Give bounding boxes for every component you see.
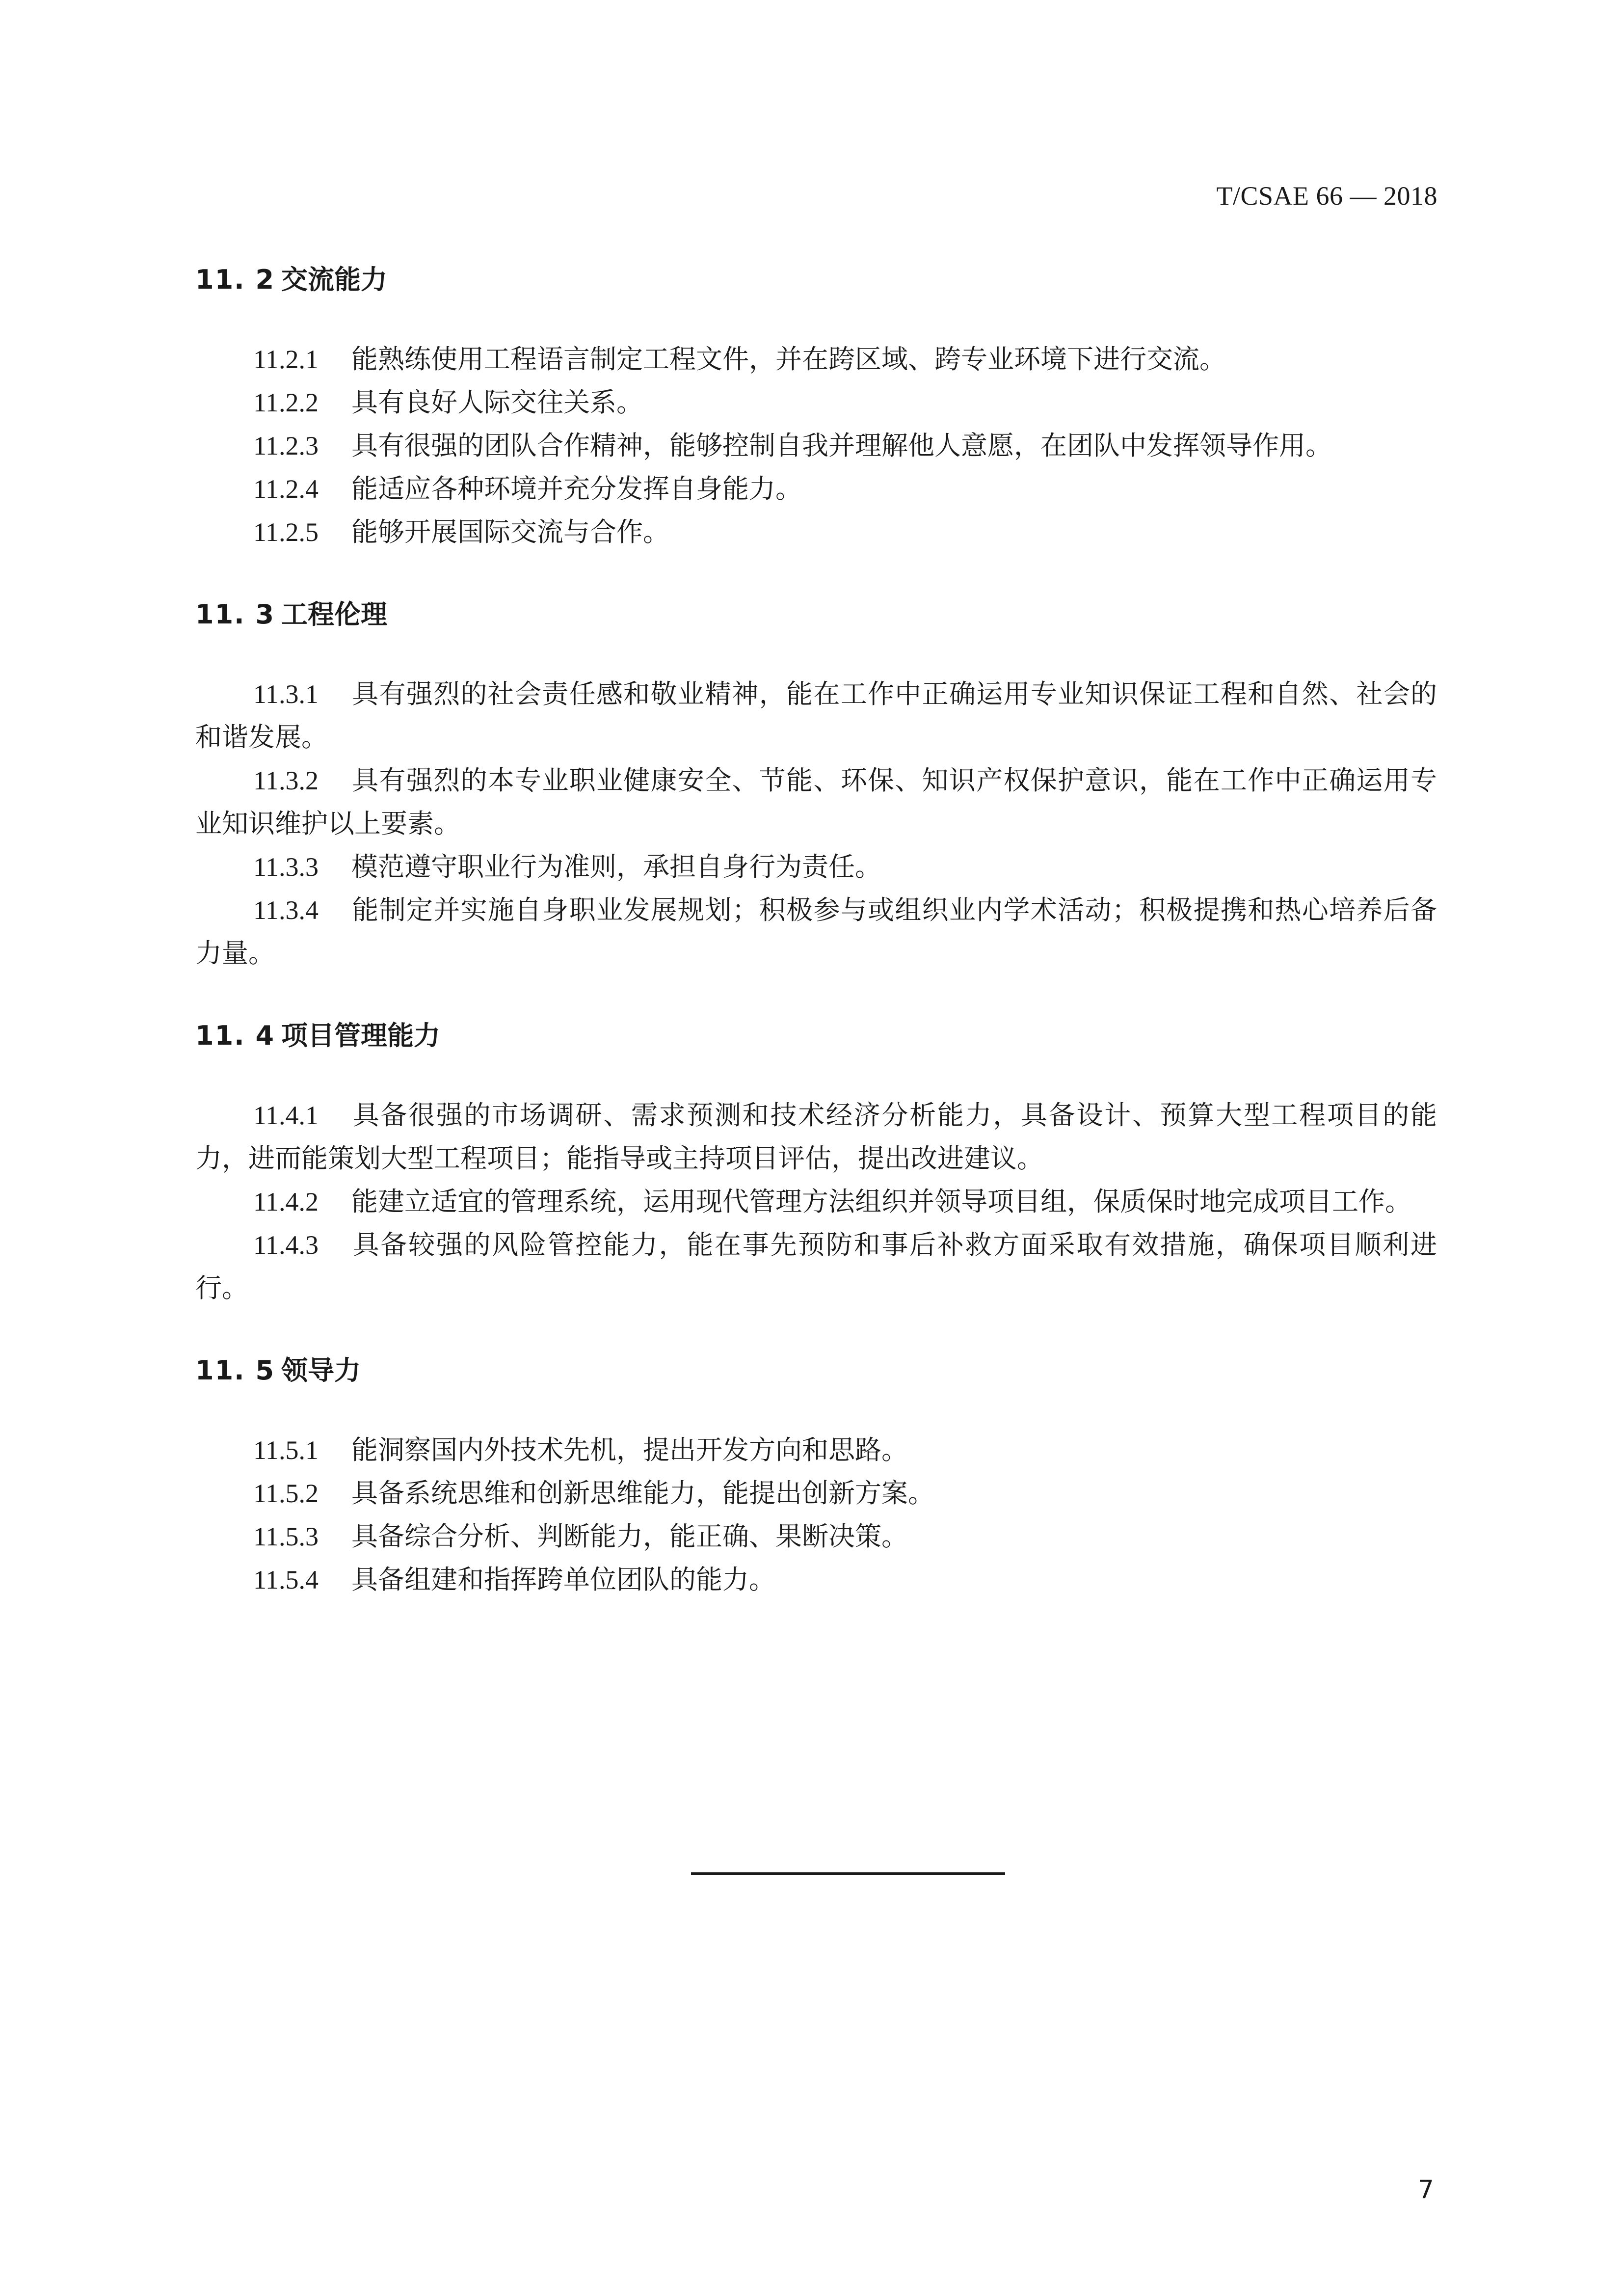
clause-text: 具备组建和指挥跨单位团队的能力。: [351, 1564, 775, 1595]
standard-code: T/CSAE 66 — 2018: [1216, 181, 1437, 211]
clause: [195, 424, 1437, 467]
end-of-document-rule: [691, 1872, 1005, 1875]
clause-number: 11.5.1: [253, 1435, 319, 1465]
clause: [195, 381, 1437, 424]
clause-number: 11.4.1: [253, 1101, 319, 1130]
section-communication: [195, 260, 1437, 554]
document-body: [195, 260, 1437, 1601]
clause-number: 11.3.2: [253, 766, 319, 795]
section-heading: [195, 1351, 1437, 1390]
clause: [195, 511, 1437, 554]
clause-text: 具有良好人际交往关系。: [351, 387, 643, 418]
clause-number: 11.2.1: [253, 345, 319, 374]
page-number: 7: [1417, 2175, 1434, 2205]
section-leadership: [195, 1351, 1437, 1601]
clause-text: 具有强烈的本专业职业健康安全、节能、环保、知识产权保护意识，能在工作中正确运用专业知识维护以上要素。: [195, 765, 1437, 839]
section-number: 11. 3: [195, 599, 275, 630]
clause-text: 具备很强的市场调研、需求预测和技术经济分析能力，具备设计、预算大型工程项目的能力，进而能策划大型工程项目；能指导或主持项目评估，提出改进建议。: [195, 1100, 1437, 1174]
clause: [195, 338, 1437, 381]
section-title: 项目管理能力: [281, 1020, 440, 1051]
clause: [195, 1094, 1437, 1180]
section-heading: [195, 1016, 1437, 1055]
clause-number: 11.3.1: [253, 679, 319, 709]
clause-number: 11.5.4: [253, 1565, 319, 1594]
section-title: 工程伦理: [281, 599, 387, 630]
clause: [195, 1223, 1437, 1310]
section-title: 领导力: [281, 1355, 361, 1386]
section-engineering-ethics: [195, 595, 1437, 975]
clause-number: 11.5.2: [253, 1479, 319, 1508]
clause: [195, 889, 1437, 975]
clause-number: 11.2.3: [253, 431, 319, 460]
section-title: 交流能力: [281, 264, 387, 295]
clause-number: 11.2.5: [253, 517, 319, 547]
clause-number: 11.5.3: [253, 1522, 319, 1551]
clause: [195, 1558, 1437, 1601]
section-heading: [195, 595, 1437, 634]
clause-number: 11.4.2: [253, 1187, 319, 1216]
clause-text: 能够开展国际交流与合作。: [351, 516, 669, 547]
clause-number: 11.2.2: [253, 388, 319, 417]
section-heading: [195, 260, 1437, 299]
section-number: 11. 5: [195, 1355, 275, 1386]
clause-text: 能熟练使用工程语言制定工程文件，并在跨区域、跨专业环境下进行交流。: [351, 344, 1226, 375]
clause-number: 11.3.4: [253, 895, 319, 925]
clause-text: 具备系统思维和创新思维能力，能提出创新方案。: [351, 1478, 934, 1509]
clause-text: 能适应各种环境并充分发挥自身能力。: [351, 473, 802, 504]
clause: [195, 1180, 1437, 1223]
clause-text: 具备综合分析、判断能力，能正确、果断决策。: [351, 1521, 908, 1552]
clause: [195, 1429, 1437, 1472]
clause-number: 11.3.3: [253, 852, 319, 882]
clause-text: 模范遵守职业行为准则，承担自身行为责任。: [351, 851, 881, 882]
section-project-management: [195, 1016, 1437, 1310]
clause: [195, 845, 1437, 889]
clause-text: 具有强烈的社会责任感和敬业精神，能在工作中正确运用专业知识保证工程和自然、社会的和谐发展。: [195, 678, 1437, 753]
clause: [195, 759, 1437, 845]
clause-text: 能洞察国内外技术先机，提出开发方向和思路。: [351, 1434, 908, 1465]
clause: [195, 1515, 1437, 1558]
clause: [195, 467, 1437, 511]
clause-number: 11.2.4: [253, 474, 319, 504]
clause-text: 能建立适宜的管理系统，运用现代管理方法组织并领导项目组，保质保时地完成项目工作。: [351, 1186, 1411, 1217]
section-number: 11. 2: [195, 264, 275, 295]
clause: [195, 673, 1437, 759]
section-number: 11. 4: [195, 1020, 275, 1051]
clause-text: 具备较强的风险管控能力，能在事先预防和事后补救方面采取有效措施，确保项目顺利进行。: [195, 1229, 1437, 1303]
clause-number: 11.4.3: [253, 1230, 319, 1260]
clause: [195, 1472, 1437, 1515]
clause-text: 能制定并实施自身职业发展规划；积极参与或组织业内学术活动；积极提携和热心培养后备力量。: [195, 894, 1437, 969]
clause-text: 具有很强的团队合作精神，能够控制自我并理解他人意愿，在团队中发挥领导作用。: [351, 430, 1332, 461]
